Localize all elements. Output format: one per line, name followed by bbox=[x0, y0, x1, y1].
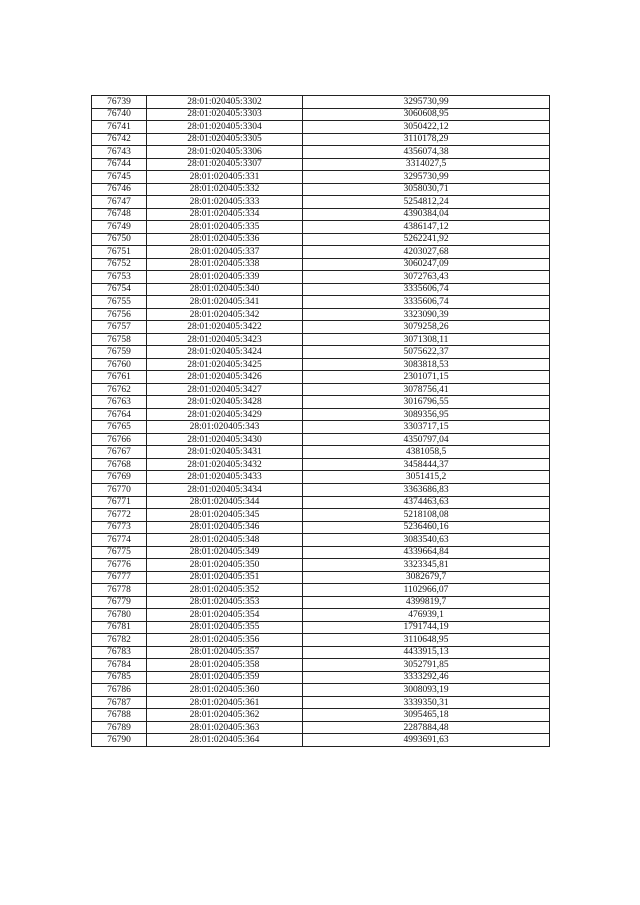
value-cell: 3008093,19 bbox=[303, 684, 550, 697]
value-cell: 3051415,2 bbox=[303, 471, 550, 484]
row-number-cell: 76764 bbox=[92, 408, 147, 421]
value-cell: 5218108,08 bbox=[303, 509, 550, 522]
table-row bbox=[92, 233, 550, 246]
table-row bbox=[92, 483, 550, 496]
cadastral-number-cell: 28:01:020405:349 bbox=[147, 546, 303, 559]
table-row bbox=[92, 421, 550, 434]
cadastral-number-cell: 28:01:020405:3307 bbox=[147, 158, 303, 171]
table-row bbox=[92, 146, 550, 159]
value-cell: 4399819,7 bbox=[303, 596, 550, 609]
cadastral-number-cell: 28:01:020405:3424 bbox=[147, 346, 303, 359]
cadastral-number-cell: 28:01:020405:358 bbox=[147, 659, 303, 672]
value-cell: 4381058,5 bbox=[303, 446, 550, 459]
data-table bbox=[91, 95, 550, 747]
value-cell: 3335606,74 bbox=[303, 283, 550, 296]
value-cell: 3363686,83 bbox=[303, 483, 550, 496]
value-cell: 3095465,18 bbox=[303, 709, 550, 722]
row-number-cell: 76762 bbox=[92, 383, 147, 396]
table-row bbox=[92, 696, 550, 709]
value-cell: 4433915,13 bbox=[303, 646, 550, 659]
value-cell: 3110648,95 bbox=[303, 634, 550, 647]
value-cell: 3089356,95 bbox=[303, 408, 550, 421]
table-row bbox=[92, 383, 550, 396]
cadastral-number-cell: 28:01:020405:333 bbox=[147, 196, 303, 209]
row-number-cell: 76788 bbox=[92, 709, 147, 722]
table-row bbox=[92, 659, 550, 672]
table-row bbox=[92, 346, 550, 359]
table-row bbox=[92, 634, 550, 647]
cadastral-number-cell: 28:01:020405:3431 bbox=[147, 446, 303, 459]
row-number-cell: 76769 bbox=[92, 471, 147, 484]
value-cell: 4350797,04 bbox=[303, 433, 550, 446]
table-row bbox=[92, 571, 550, 584]
value-cell: 4390384,04 bbox=[303, 208, 550, 221]
table-row bbox=[92, 171, 550, 184]
row-number-cell: 76782 bbox=[92, 634, 147, 647]
row-number-cell: 76747 bbox=[92, 196, 147, 209]
value-cell: 3060608,95 bbox=[303, 108, 550, 121]
table-row bbox=[92, 121, 550, 134]
value-cell: 2287884,48 bbox=[303, 721, 550, 734]
value-cell: 3458444,37 bbox=[303, 458, 550, 471]
table-row bbox=[92, 721, 550, 734]
table-row bbox=[92, 509, 550, 522]
cadastral-number-cell: 28:01:020405:360 bbox=[147, 684, 303, 697]
cadastral-number-cell: 28:01:020405:351 bbox=[147, 571, 303, 584]
table-body bbox=[92, 96, 550, 747]
value-cell: 3314027,5 bbox=[303, 158, 550, 171]
value-cell: 2301071,15 bbox=[303, 371, 550, 384]
row-number-cell: 76789 bbox=[92, 721, 147, 734]
value-cell: 3060247,09 bbox=[303, 258, 550, 271]
table-row bbox=[92, 358, 550, 371]
value-cell: 3295730,99 bbox=[303, 171, 550, 184]
cadastral-number-cell: 28:01:020405:3429 bbox=[147, 408, 303, 421]
cadastral-number-cell: 28:01:020405:3305 bbox=[147, 133, 303, 146]
row-number-cell: 76752 bbox=[92, 258, 147, 271]
cadastral-number-cell: 28:01:020405:352 bbox=[147, 584, 303, 597]
table-row bbox=[92, 133, 550, 146]
value-cell: 1791744,19 bbox=[303, 621, 550, 634]
cadastral-number-cell: 28:01:020405:3427 bbox=[147, 383, 303, 396]
value-cell: 4356074,38 bbox=[303, 146, 550, 159]
cadastral-number-cell: 28:01:020405:346 bbox=[147, 521, 303, 534]
table-row bbox=[92, 208, 550, 221]
row-number-cell: 76745 bbox=[92, 171, 147, 184]
cadastral-number-cell: 28:01:020405:345 bbox=[147, 509, 303, 522]
table-row bbox=[92, 108, 550, 121]
table-row bbox=[92, 709, 550, 722]
table-row bbox=[92, 471, 550, 484]
row-number-cell: 76756 bbox=[92, 308, 147, 321]
cadastral-number-cell: 28:01:020405:3303 bbox=[147, 108, 303, 121]
value-cell: 3323090,39 bbox=[303, 308, 550, 321]
value-cell: 3339350,31 bbox=[303, 696, 550, 709]
cadastral-number-cell: 28:01:020405:336 bbox=[147, 233, 303, 246]
cadastral-number-cell: 28:01:020405:359 bbox=[147, 671, 303, 684]
table-row bbox=[92, 458, 550, 471]
table-row bbox=[92, 183, 550, 196]
table-row bbox=[92, 196, 550, 209]
value-cell: 3295730,99 bbox=[303, 96, 550, 109]
value-cell: 3110178,29 bbox=[303, 133, 550, 146]
row-number-cell: 76780 bbox=[92, 609, 147, 622]
table-row bbox=[92, 734, 550, 747]
value-cell: 476939,1 bbox=[303, 609, 550, 622]
value-cell: 3079258,26 bbox=[303, 321, 550, 334]
table-row bbox=[92, 296, 550, 309]
value-cell: 3335606,74 bbox=[303, 296, 550, 309]
value-cell: 5236460,16 bbox=[303, 521, 550, 534]
row-number-cell: 76744 bbox=[92, 158, 147, 171]
row-number-cell: 76773 bbox=[92, 521, 147, 534]
cadastral-number-cell: 28:01:020405:331 bbox=[147, 171, 303, 184]
table-row bbox=[92, 321, 550, 334]
table-row bbox=[92, 221, 550, 234]
value-cell: 3083540,63 bbox=[303, 534, 550, 547]
row-number-cell: 76777 bbox=[92, 571, 147, 584]
cadastral-number-cell: 28:01:020405:354 bbox=[147, 609, 303, 622]
table-row bbox=[92, 258, 550, 271]
cadastral-number-cell: 28:01:020405:344 bbox=[147, 496, 303, 509]
value-cell: 4374463,63 bbox=[303, 496, 550, 509]
value-cell: 3050422,12 bbox=[303, 121, 550, 134]
row-number-cell: 76748 bbox=[92, 208, 147, 221]
row-number-cell: 76767 bbox=[92, 446, 147, 459]
cadastral-number-cell: 28:01:020405:342 bbox=[147, 308, 303, 321]
row-number-cell: 76760 bbox=[92, 358, 147, 371]
table-row bbox=[92, 433, 550, 446]
cadastral-number-cell: 28:01:020405:361 bbox=[147, 696, 303, 709]
cadastral-number-cell: 28:01:020405:337 bbox=[147, 246, 303, 259]
value-cell: 4339664,84 bbox=[303, 546, 550, 559]
table-row bbox=[92, 684, 550, 697]
row-number-cell: 76770 bbox=[92, 483, 147, 496]
cadastral-number-cell: 28:01:020405:335 bbox=[147, 221, 303, 234]
row-number-cell: 76754 bbox=[92, 283, 147, 296]
row-number-cell: 76771 bbox=[92, 496, 147, 509]
cadastral-number-cell: 28:01:020405:350 bbox=[147, 559, 303, 572]
row-number-cell: 76787 bbox=[92, 696, 147, 709]
table-row bbox=[92, 521, 550, 534]
row-number-cell: 76763 bbox=[92, 396, 147, 409]
value-cell: 4993691,63 bbox=[303, 734, 550, 747]
row-number-cell: 76775 bbox=[92, 546, 147, 559]
cadastral-number-cell: 28:01:020405:353 bbox=[147, 596, 303, 609]
cadastral-number-cell: 28:01:020405:3430 bbox=[147, 433, 303, 446]
table-row bbox=[92, 609, 550, 622]
table-row bbox=[92, 584, 550, 597]
value-cell: 1102966,07 bbox=[303, 584, 550, 597]
table-row bbox=[92, 408, 550, 421]
cadastral-number-cell: 28:01:020405:362 bbox=[147, 709, 303, 722]
cadastral-number-cell: 28:01:020405:3432 bbox=[147, 458, 303, 471]
value-cell: 3058030,71 bbox=[303, 183, 550, 196]
cadastral-number-cell: 28:01:020405:341 bbox=[147, 296, 303, 309]
table-row bbox=[92, 283, 550, 296]
row-number-cell: 76772 bbox=[92, 509, 147, 522]
cadastral-number-cell: 28:01:020405:3302 bbox=[147, 96, 303, 109]
row-number-cell: 76790 bbox=[92, 734, 147, 747]
table-row bbox=[92, 596, 550, 609]
cadastral-number-cell: 28:01:020405:3422 bbox=[147, 321, 303, 334]
cadastral-number-cell: 28:01:020405:3423 bbox=[147, 333, 303, 346]
row-number-cell: 76778 bbox=[92, 584, 147, 597]
value-cell: 3078756,41 bbox=[303, 383, 550, 396]
table-row bbox=[92, 496, 550, 509]
cadastral-number-cell: 28:01:020405:3434 bbox=[147, 483, 303, 496]
cadastral-number-cell: 28:01:020405:3426 bbox=[147, 371, 303, 384]
value-cell: 4203027,68 bbox=[303, 246, 550, 259]
row-number-cell: 76757 bbox=[92, 321, 147, 334]
row-number-cell: 76768 bbox=[92, 458, 147, 471]
value-cell: 5262241,92 bbox=[303, 233, 550, 246]
cadastral-number-cell: 28:01:020405:3306 bbox=[147, 146, 303, 159]
table-row bbox=[92, 546, 550, 559]
table-row bbox=[92, 671, 550, 684]
row-number-cell: 76739 bbox=[92, 96, 147, 109]
value-cell: 3083818,53 bbox=[303, 358, 550, 371]
cadastral-number-cell: 28:01:020405:338 bbox=[147, 258, 303, 271]
row-number-cell: 76776 bbox=[92, 559, 147, 572]
cadastral-number-cell: 28:01:020405:334 bbox=[147, 208, 303, 221]
row-number-cell: 76765 bbox=[92, 421, 147, 434]
row-number-cell: 76781 bbox=[92, 621, 147, 634]
table-row bbox=[92, 559, 550, 572]
table-row bbox=[92, 371, 550, 384]
value-cell: 3052791,85 bbox=[303, 659, 550, 672]
row-number-cell: 76742 bbox=[92, 133, 147, 146]
row-number-cell: 76785 bbox=[92, 671, 147, 684]
cadastral-number-cell: 28:01:020405:355 bbox=[147, 621, 303, 634]
value-cell: 3016796,55 bbox=[303, 396, 550, 409]
cadastral-number-cell: 28:01:020405:332 bbox=[147, 183, 303, 196]
value-cell: 4386147,12 bbox=[303, 221, 550, 234]
row-number-cell: 76779 bbox=[92, 596, 147, 609]
cadastral-number-cell: 28:01:020405:357 bbox=[147, 646, 303, 659]
cadastral-number-cell: 28:01:020405:339 bbox=[147, 271, 303, 284]
row-number-cell: 76758 bbox=[92, 333, 147, 346]
row-number-cell: 76774 bbox=[92, 534, 147, 547]
table-row bbox=[92, 534, 550, 547]
cadastral-number-cell: 28:01:020405:343 bbox=[147, 421, 303, 434]
row-number-cell: 76751 bbox=[92, 246, 147, 259]
cadastral-number-cell: 28:01:020405:3304 bbox=[147, 121, 303, 134]
cadastral-number-cell: 28:01:020405:3425 bbox=[147, 358, 303, 371]
table-row bbox=[92, 396, 550, 409]
table-row bbox=[92, 446, 550, 459]
row-number-cell: 76746 bbox=[92, 183, 147, 196]
value-cell: 5254812,24 bbox=[303, 196, 550, 209]
cadastral-number-cell: 28:01:020405:3433 bbox=[147, 471, 303, 484]
row-number-cell: 76753 bbox=[92, 271, 147, 284]
table-row bbox=[92, 271, 550, 284]
row-number-cell: 76750 bbox=[92, 233, 147, 246]
table-row bbox=[92, 308, 550, 321]
cadastral-number-cell: 28:01:020405:340 bbox=[147, 283, 303, 296]
cadastral-number-cell: 28:01:020405:364 bbox=[147, 734, 303, 747]
value-cell: 3333292,46 bbox=[303, 671, 550, 684]
cadastral-number-cell: 28:01:020405:3428 bbox=[147, 396, 303, 409]
row-number-cell: 76786 bbox=[92, 684, 147, 697]
row-number-cell: 76761 bbox=[92, 371, 147, 384]
value-cell: 3071308,11 bbox=[303, 333, 550, 346]
value-cell: 3303717,15 bbox=[303, 421, 550, 434]
table-row bbox=[92, 646, 550, 659]
table-row bbox=[92, 96, 550, 109]
row-number-cell: 76766 bbox=[92, 433, 147, 446]
value-cell: 3323345,81 bbox=[303, 559, 550, 572]
row-number-cell: 76740 bbox=[92, 108, 147, 121]
row-number-cell: 76783 bbox=[92, 646, 147, 659]
value-cell: 3072763,43 bbox=[303, 271, 550, 284]
table-row bbox=[92, 621, 550, 634]
row-number-cell: 76743 bbox=[92, 146, 147, 159]
table-row bbox=[92, 333, 550, 346]
row-number-cell: 76755 bbox=[92, 296, 147, 309]
value-cell: 3082679,7 bbox=[303, 571, 550, 584]
row-number-cell: 76784 bbox=[92, 659, 147, 672]
row-number-cell: 76759 bbox=[92, 346, 147, 359]
table-row bbox=[92, 246, 550, 259]
cadastral-number-cell: 28:01:020405:348 bbox=[147, 534, 303, 547]
value-cell: 5075622,37 bbox=[303, 346, 550, 359]
row-number-cell: 76741 bbox=[92, 121, 147, 134]
row-number-cell: 76749 bbox=[92, 221, 147, 234]
table-row bbox=[92, 158, 550, 171]
cadastral-number-cell: 28:01:020405:363 bbox=[147, 721, 303, 734]
cadastral-number-cell: 28:01:020405:356 bbox=[147, 634, 303, 647]
